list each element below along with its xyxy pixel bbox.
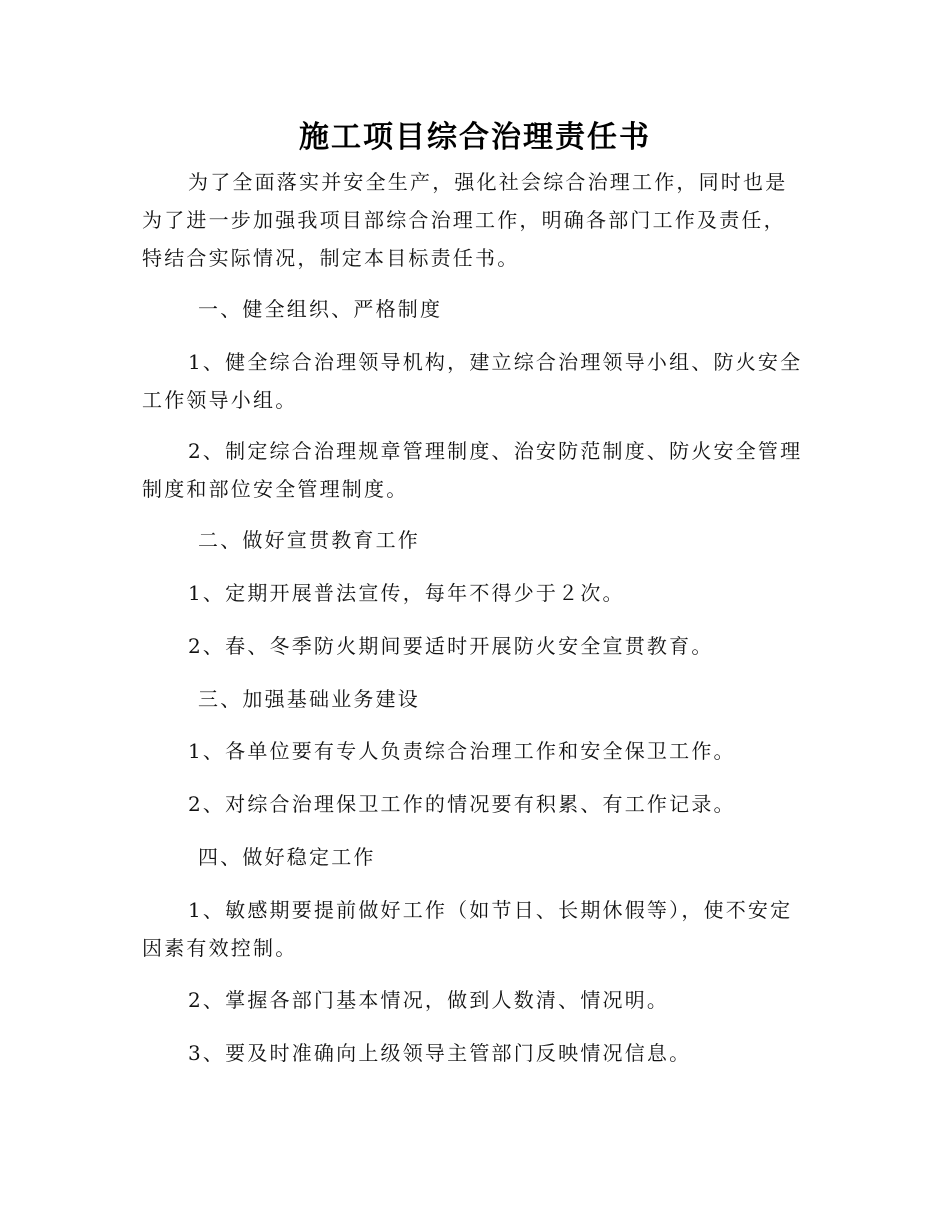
section-4-item-2: 2、掌握各部门基本情况，做到人数清、情况明。 xyxy=(188,988,670,1012)
section-2-item-1: 1、定期开展普法宣传，每年不得少于２次。 xyxy=(188,581,625,605)
section-heading-3: 三、加强基础业务建设 xyxy=(198,687,420,711)
section-2-item-2: 2、春、冬季防火期间要适时开展防火安全宣贯教育。 xyxy=(188,634,714,658)
section-1-item-1: 1、健全综合治理领导机构，建立综合治理领导小组、防火安全工作领导小组。 xyxy=(142,350,803,412)
section-4-item-1: 1、敏感期要提前做好工作（如节日、长期休假等），使不安定因素有效控制。 xyxy=(142,898,793,960)
intro-paragraph: 为了全面落实并安全生产，强化社会综合治理工作，同时也是为了进一步加强我项目部综合治理工作，明确各部门工作及责任，特结合实际情况，制定本目标责任书。 xyxy=(142,170,788,270)
section-1-item-2: 2、制定综合治理规章管理制度、治安防范制度、防火安全管理制度和部位安全管理制度。 xyxy=(142,439,803,501)
section-3-item-1: 1、各单位要有专人负责综合治理工作和安全保卫工作。 xyxy=(188,739,736,763)
section-heading-4: 四、做好稳定工作 xyxy=(198,845,376,869)
document-title: 施工项目综合治理责任书 xyxy=(299,120,651,155)
section-heading-1: 一、健全组织、严格制度 xyxy=(198,297,443,321)
section-3-item-2: 2、对综合治理保卫工作的情况要有积累、有工作记录。 xyxy=(188,792,736,816)
section-heading-2: 二、做好宣贯教育工作 xyxy=(198,528,420,552)
section-4-item-3: 3、要及时准确向上级领导主管部门反映情况信息。 xyxy=(188,1041,692,1065)
